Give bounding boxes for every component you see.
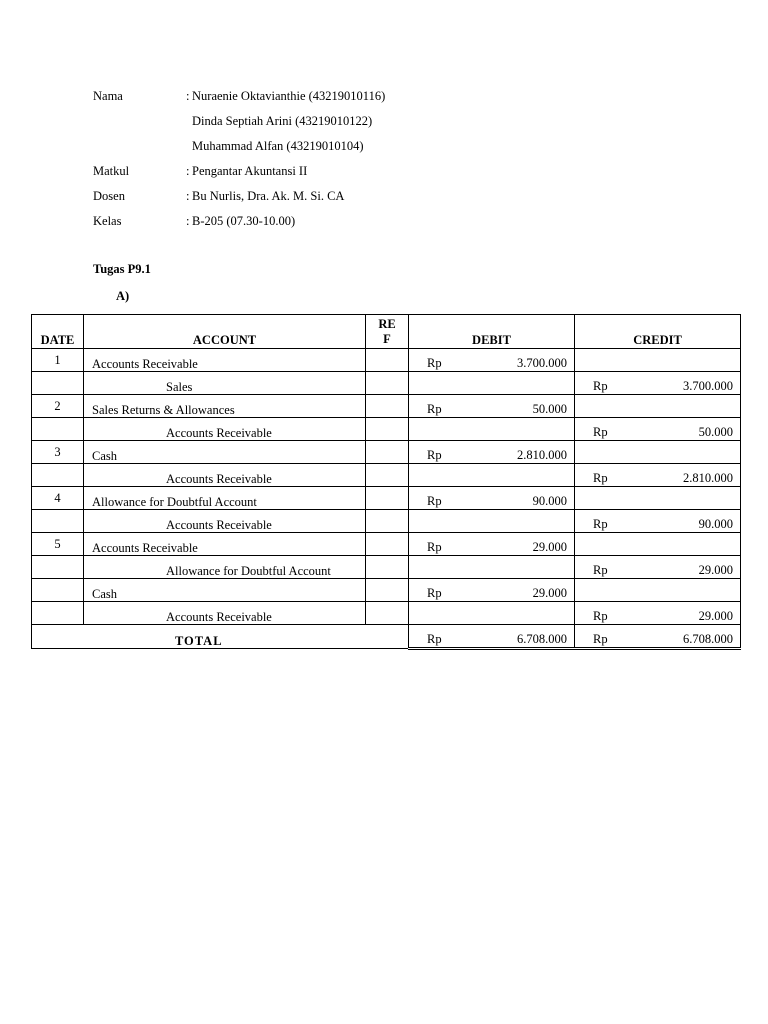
credit-cell [575, 372, 741, 395]
account-cell: Allowance for Doubtful Account [84, 556, 366, 579]
journal-body [32, 349, 741, 649]
ref-cell [366, 533, 409, 556]
credit-amount [575, 510, 740, 532]
journal-table [31, 314, 741, 650]
debit-cell [409, 625, 575, 649]
journal-row [32, 349, 741, 372]
debit-value: 29.000 [532, 540, 567, 554]
currency-label: Rp [593, 517, 608, 531]
credit-value: 6.708.000 [683, 632, 733, 646]
currency-label: Rp [427, 356, 442, 370]
debit-value: 29.000 [532, 586, 567, 600]
header-account: ACCOUNT [84, 315, 366, 349]
credit-amount [575, 556, 740, 578]
debit-cell [409, 487, 575, 510]
debit-cell [409, 602, 575, 625]
debit-cell [409, 418, 575, 441]
ref-cell [366, 395, 409, 418]
credit-cell [575, 418, 741, 441]
debit-cell [409, 464, 575, 487]
currency-label: Rp [593, 471, 608, 485]
debit-amount [409, 579, 574, 601]
credit-cell [575, 602, 741, 625]
currency-label: Rp [427, 632, 442, 646]
info-value: Nuraenie Oktavianthie (43219010116) [192, 89, 386, 103]
task-title: Tugas P9.1 [93, 262, 151, 276]
journal-row [32, 602, 741, 625]
journal-row [32, 395, 741, 418]
account-cell: Cash [84, 579, 366, 602]
journal-row [32, 418, 741, 441]
credit-cell [575, 510, 741, 533]
currency-label: Rp [427, 494, 442, 508]
info-colon: : [186, 214, 190, 228]
info-value: Pengantar Akuntansi II [192, 164, 308, 178]
debit-amount [409, 533, 574, 555]
info-label: Dosen [93, 189, 125, 203]
account-cell: Sales [84, 372, 366, 395]
credit-amount [575, 602, 740, 624]
journal-row [32, 487, 741, 510]
total-row [32, 625, 741, 649]
debit-amount [409, 349, 574, 371]
debit-amount [409, 395, 574, 417]
debit-cell [409, 533, 575, 556]
debit-value: 90.000 [532, 494, 567, 508]
date-cell [32, 579, 84, 602]
account-cell: Cash [84, 441, 366, 464]
info-value: Muhammad Alfan (43219010104) [192, 139, 364, 153]
currency-label: Rp [593, 425, 608, 439]
credit-value: 2.810.000 [683, 471, 733, 485]
header-ref-label: RE F [378, 317, 396, 346]
ref-cell [366, 349, 409, 372]
ref-cell [366, 372, 409, 395]
credit-value: 50.000 [698, 425, 733, 439]
credit-cell [575, 395, 741, 418]
credit-cell [575, 533, 741, 556]
account-cell: Accounts Receivable [84, 349, 366, 372]
task-subtitle: A) [116, 289, 130, 303]
currency-label: Rp [593, 563, 608, 577]
credit-value: 29.000 [698, 609, 733, 623]
debit-cell [409, 510, 575, 533]
debit-amount [409, 441, 574, 463]
date-cell [32, 602, 84, 625]
credit-cell [575, 487, 741, 510]
journal-header-row [32, 315, 741, 349]
credit-amount [575, 625, 740, 647]
journal-row [32, 556, 741, 579]
currency-label: Rp [427, 586, 442, 600]
credit-value: 29.000 [698, 563, 733, 577]
account-cell: Accounts Receivable [84, 510, 366, 533]
info-value: B-205 (07.30-10.00) [192, 214, 296, 228]
credit-cell [575, 349, 741, 372]
ref-cell [366, 556, 409, 579]
info-colon: : [186, 164, 190, 178]
header-debit: DEBIT [409, 315, 575, 349]
account-cell: Accounts Receivable [84, 418, 366, 441]
account-cell: Accounts Receivable [84, 533, 366, 556]
credit-amount [575, 464, 740, 486]
credit-cell [575, 625, 741, 649]
debit-value: 6.708.000 [517, 632, 567, 646]
date-cell [32, 510, 84, 533]
account-cell: Accounts Receivable [84, 464, 366, 487]
credit-cell [575, 556, 741, 579]
credit-value: 3.700.000 [683, 379, 733, 393]
ref-cell [366, 602, 409, 625]
date-cell [32, 556, 84, 579]
credit-amount [575, 418, 740, 440]
debit-value: 50.000 [532, 402, 567, 416]
credit-cell [575, 441, 741, 464]
journal-row [32, 441, 741, 464]
debit-cell [409, 579, 575, 602]
total-ref-cell [366, 625, 409, 649]
info-label: Nama [93, 89, 123, 103]
account-cell: Sales Returns & Allowances [84, 395, 366, 418]
currency-label: Rp [427, 448, 442, 462]
ref-cell [366, 510, 409, 533]
debit-value: 2.810.000 [517, 448, 567, 462]
debit-cell [409, 349, 575, 372]
debit-cell [409, 441, 575, 464]
debit-cell [409, 556, 575, 579]
date-cell [32, 418, 84, 441]
ref-cell [366, 487, 409, 510]
info-label: Kelas [93, 214, 122, 228]
debit-amount [409, 625, 574, 647]
account-cell: Allowance for Doubtful Account [84, 487, 366, 510]
info-value: Dinda Septiah Arini (43219010122) [192, 114, 373, 128]
credit-amount [575, 372, 740, 394]
ref-cell [366, 579, 409, 602]
header-ref [366, 315, 409, 349]
date-cell: 4 [32, 487, 84, 510]
currency-label: Rp [427, 402, 442, 416]
date-cell: 3 [32, 441, 84, 464]
journal-row [32, 533, 741, 556]
credit-cell [575, 579, 741, 602]
account-cell: Accounts Receivable [84, 602, 366, 625]
debit-value: 3.700.000 [517, 356, 567, 370]
ref-cell [366, 441, 409, 464]
currency-label: Rp [593, 379, 608, 393]
debit-cell [409, 372, 575, 395]
date-cell: 5 [32, 533, 84, 556]
info-colon: : [186, 189, 190, 203]
date-cell: 2 [32, 395, 84, 418]
info-value: Bu Nurlis, Dra. Ak. M. Si. CA [192, 189, 345, 203]
date-cell [32, 464, 84, 487]
header-credit: CREDIT [575, 315, 741, 349]
total-label: TOTAL [32, 625, 366, 649]
header-date: DATE [32, 315, 84, 349]
ref-cell [366, 464, 409, 487]
date-cell: 1 [32, 349, 84, 372]
currency-label: Rp [593, 609, 608, 623]
date-cell [32, 372, 84, 395]
journal-row [32, 372, 741, 395]
currency-label: Rp [427, 540, 442, 554]
journal-row [32, 510, 741, 533]
debit-amount [409, 487, 574, 509]
journal-row [32, 579, 741, 602]
journal-row [32, 464, 741, 487]
credit-value: 90.000 [698, 517, 733, 531]
debit-cell [409, 395, 575, 418]
currency-label: Rp [593, 632, 608, 646]
ref-cell [366, 418, 409, 441]
credit-cell [575, 464, 741, 487]
info-colon: : [186, 89, 190, 103]
info-label: Matkul [93, 164, 130, 178]
